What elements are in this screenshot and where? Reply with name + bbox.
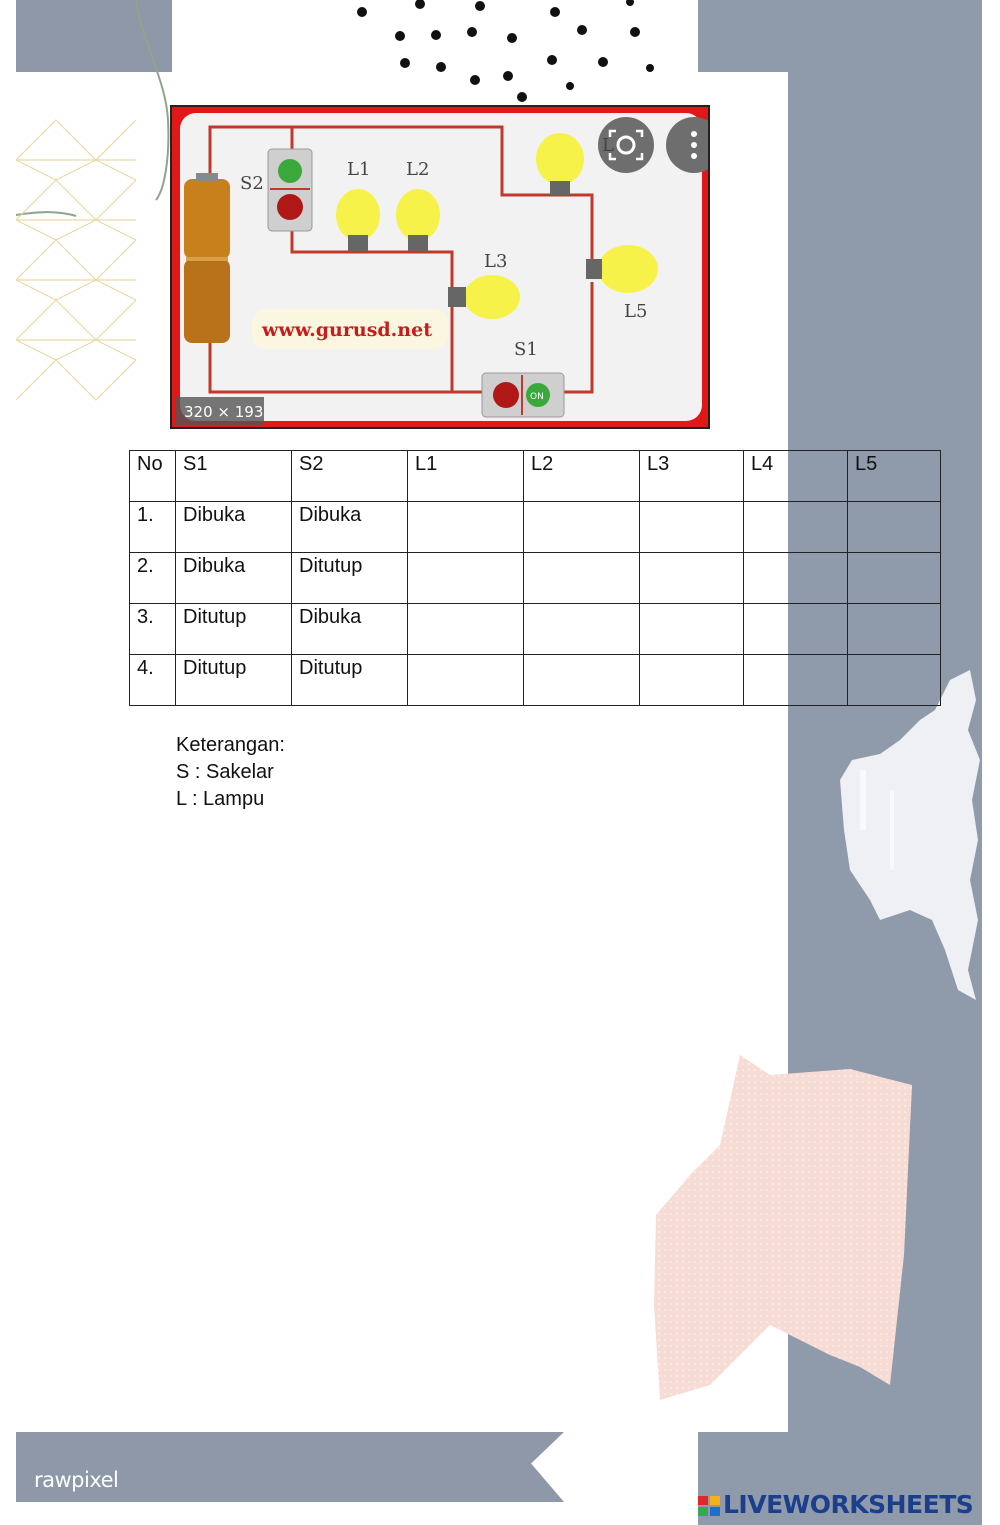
s1-state: Ditutup: [176, 655, 292, 706]
header-cell: L4: [744, 451, 848, 502]
switch-s2-icon: [268, 149, 312, 231]
header-cell: L3: [640, 451, 744, 502]
answer-cell-l2[interactable]: [524, 604, 640, 655]
s1-state: Ditutup: [176, 604, 292, 655]
answer-cell-l5[interactable]: [848, 502, 941, 553]
table-row: [130, 604, 941, 655]
table-row: [130, 502, 941, 553]
answer-cell-l1[interactable]: [408, 655, 524, 706]
table-row: [130, 655, 941, 706]
row-number: 1.: [130, 502, 176, 553]
answer-cell-l5[interactable]: [848, 553, 941, 604]
answer-cell-l4[interactable]: [744, 655, 848, 706]
label-l1: L1: [347, 159, 371, 180]
rawpixel-watermark: rawpixel: [34, 1468, 119, 1492]
notes-line-switch: S : Sakelar: [176, 761, 274, 783]
answer-cell-l2[interactable]: [524, 655, 640, 706]
answer-cell-l4[interactable]: [744, 502, 848, 553]
answer-cell-l3[interactable]: [640, 655, 744, 706]
website-label: www.gurusd.net: [262, 319, 432, 341]
circuit-diagram: [170, 105, 710, 429]
notes-line-lamp: L : Lampu: [176, 788, 265, 810]
row-number: 2.: [130, 553, 176, 604]
answer-cell-l4[interactable]: [744, 553, 848, 604]
answer-cell-l3[interactable]: [640, 502, 744, 553]
answer-cell-l5[interactable]: [848, 604, 941, 655]
label-s1: S1: [514, 339, 538, 360]
answer-cell-l2[interactable]: [524, 502, 640, 553]
s1-state: Dibuka: [176, 553, 292, 604]
header-cell: L1: [408, 451, 524, 502]
answer-cell-l1[interactable]: [408, 604, 524, 655]
s2-state: Dibuka: [292, 604, 408, 655]
label-l4-partial: L: [602, 135, 614, 156]
header-cell: S1: [176, 451, 292, 502]
battery-icon: [184, 173, 230, 343]
answer-cell-l2[interactable]: [524, 553, 640, 604]
label-l3: L3: [484, 251, 508, 272]
label-l2: L2: [406, 159, 430, 180]
switch-s1-icon: [482, 373, 564, 417]
legend-notes: [176, 732, 285, 813]
triangle-pattern-decoration: [16, 110, 136, 420]
row-number: 4.: [130, 655, 176, 706]
s2-state: Dibuka: [292, 502, 408, 553]
fabric-patch-decoration: [650, 1055, 920, 1425]
table-row: [130, 553, 941, 604]
answer-cell-l4[interactable]: [744, 604, 848, 655]
row-number: 3.: [130, 604, 176, 655]
label-l5: L5: [624, 301, 648, 322]
answer-cell-l5[interactable]: [848, 655, 941, 706]
notes-title: Keterangan:: [176, 734, 285, 756]
polka-dots-decoration: [350, 0, 670, 105]
answer-cell-l1[interactable]: [408, 553, 524, 604]
answer-cell-l3[interactable]: [640, 604, 744, 655]
s1-state: Dibuka: [176, 502, 292, 553]
s2-state: Ditutup: [292, 655, 408, 706]
header-cell: S2: [292, 451, 408, 502]
s2-state: Ditutup: [292, 553, 408, 604]
liveworksheets-text: LIVEWORKSHEETS: [723, 1490, 974, 1519]
header-cell: L5: [848, 451, 941, 502]
header-cell: L2: [524, 451, 640, 502]
liveworksheets-logo[interactable]: [698, 1490, 973, 1519]
liveworksheets-mark-icon: [698, 1496, 720, 1516]
label-on: ON: [530, 392, 544, 402]
answer-cell-l3[interactable]: [640, 553, 744, 604]
size-badge-text: 320 × 193: [184, 403, 264, 421]
label-s2: S2: [240, 173, 264, 194]
header-cell: No: [130, 451, 176, 502]
answer-cell-l1[interactable]: [408, 502, 524, 553]
white-brush-stroke-decoration: [840, 670, 980, 1010]
observation-table: [129, 450, 941, 706]
table-header-row: [130, 451, 941, 502]
